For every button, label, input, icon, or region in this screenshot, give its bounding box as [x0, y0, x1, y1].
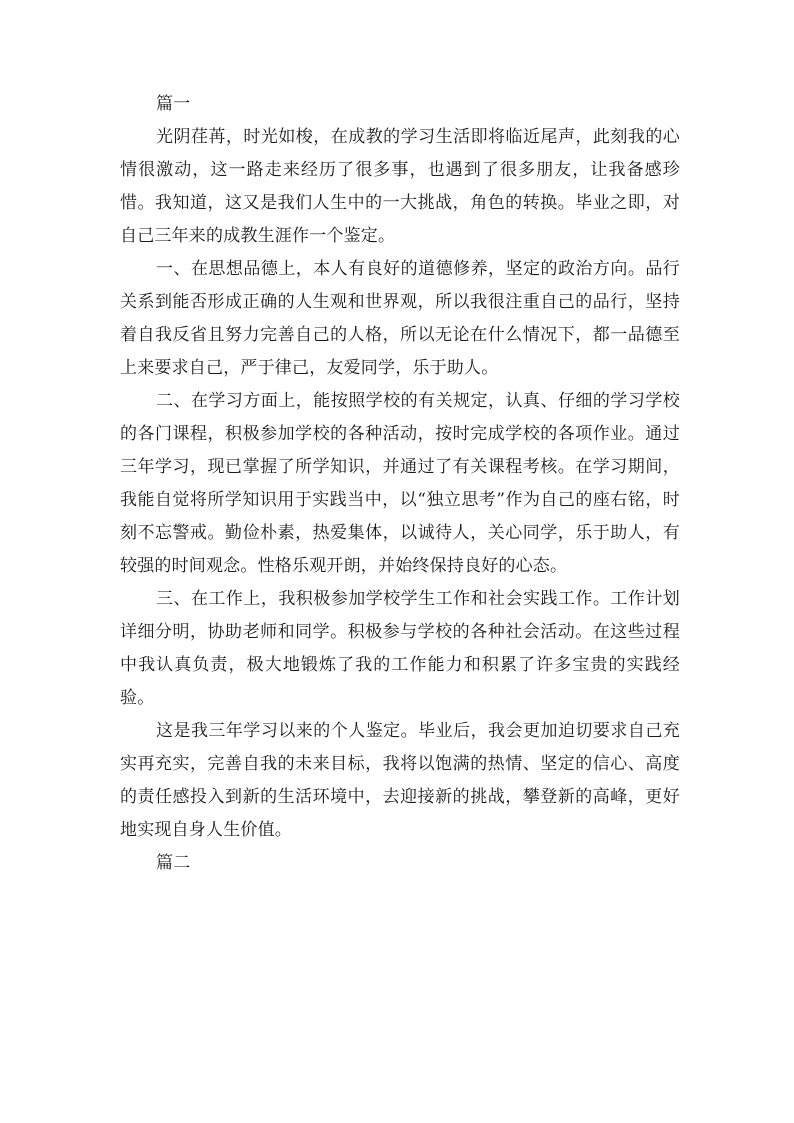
paragraph-intro: 光阴荏苒，时光如梭，在成教的学习生活即将临近尾声，此刻我的心情很激动，这一路走来经历了很多事，也遇到了很多朋友，让我备感珍惜。我知道，这又是我们人生中的一大挑战，角色的转换。毕业之即，对自己三年来的成教生涯作一个鉴定。: [120, 127, 680, 246]
section-heading-2: 篇二: [156, 853, 191, 873]
paragraph-work: 三、在工作上，我积极参加学校学生工作和社会实践工作。工作计划详细分明，协助老师和同学。积极参与学校的各种社会活动。在这些过程中我认真负责，极大地锻炼了我的工作能力和积累了许多宝贵的实践经验。: [120, 589, 680, 708]
section-heading-1: 篇一: [156, 94, 191, 114]
paragraph-study: 二、在学习方面上，能按照学校的有关规定，认真、仔细的学习学校的各门课程，积极参加学校的各种活动，按时完成学校的各项作业。通过三年学习，现已掌握了所学知识，并通过了有关课程考核。在学习期间，我能自觉将所学知识用于实践当中，以“独立思考”作为自己的座右铭，时刻不忘警戒。勤俭朴素，热爱集体，以诚待人，关心同学，乐于助人，有较强的时间观念。性格乐观开朗，并始终保持良好的心态。: [120, 391, 680, 576]
document-body: [120, 88, 680, 880]
paragraph-moral: 一、在思想品德上，本人有良好的道德修养，坚定的政治方向。品行关系到能否形成正确的人生观和世界观，所以我很注重自己的品行，坚持着自我反省且努力完善自己的人格，所以无论在什么情况下，都一品德至上来要求自己，严于律己，友爱同学，乐于助人。: [120, 259, 680, 378]
paragraph-conclusion: 这是我三年学习以来的个人鉴定。毕业后，我会更加迫切要求自己充实再充实，完善自我的未来目标，我将以饱满的热情、坚定的信心、高度的责任感投入到新的生活环境中，去迎接新的挑战，攀登新的高峰，更好地实现自身人生价值。: [120, 721, 680, 840]
